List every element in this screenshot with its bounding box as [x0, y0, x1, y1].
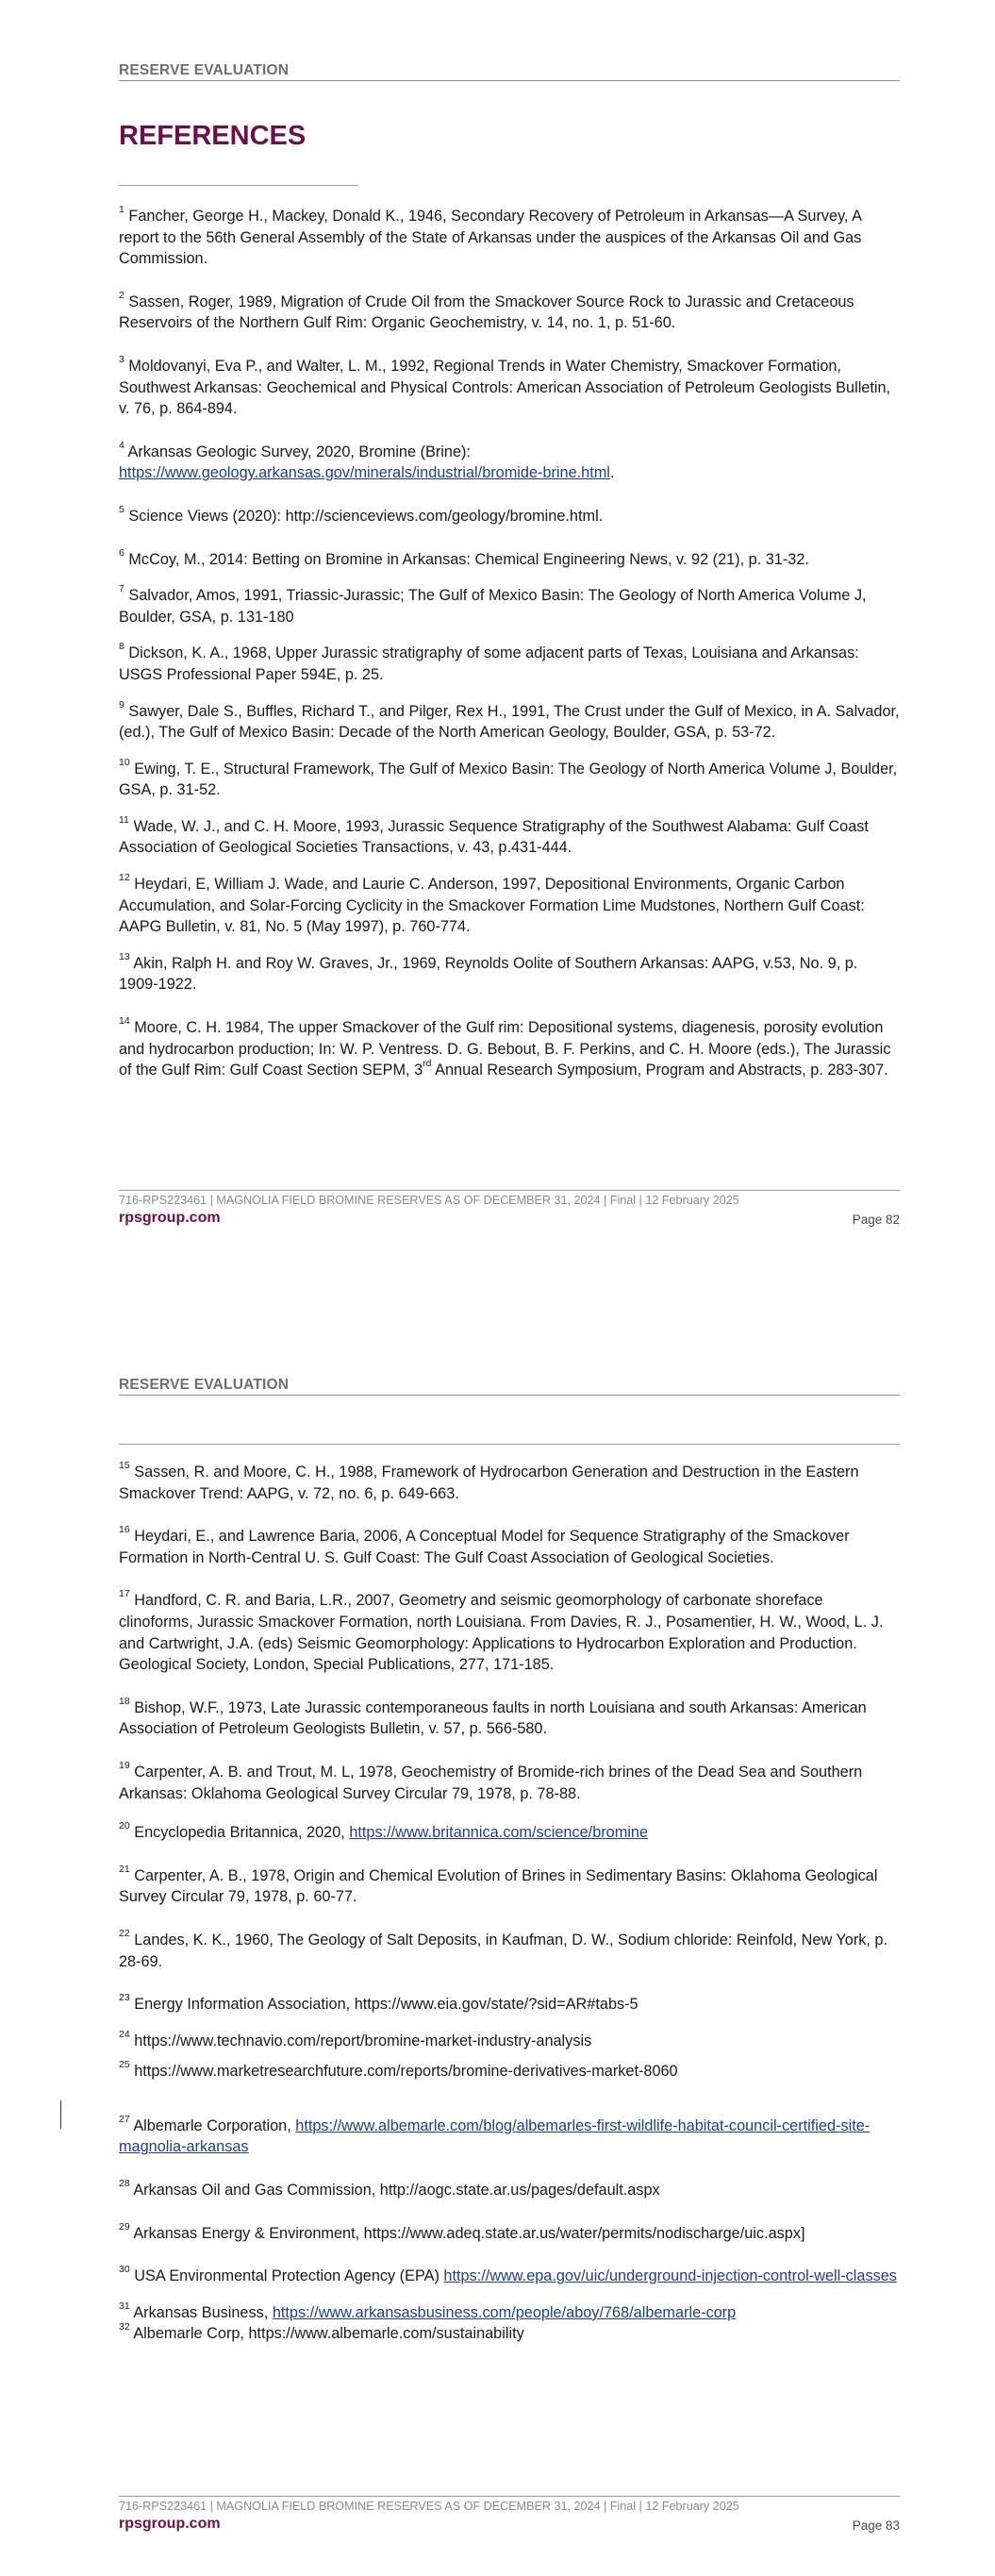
reference-text: Fancher, George H., Mackey, Donald K., 1946, Secondary Recovery of Petroleum in Arkansas—A Survey, A report to the 56th General Assembly of the State of Arkansas under the auspices of the Arkansas Oil and Gas Commission.: [119, 208, 862, 268]
reference-text: Akin, Ralph H. and Roy W. Graves, Jr., 1969, Reynolds Oolite of Southern Arkansas: AAPG, v.53, No. 9, p. 1909-1922.: [119, 954, 858, 994]
reference-entry: [119, 874, 900, 938]
document-page-83: [0, 1288, 995, 2576]
reference-entry: [119, 2180, 900, 2201]
reference-entry: [119, 585, 900, 627]
reference-entry: [119, 1927, 900, 1972]
reference-number: 30: [119, 2264, 130, 2276]
reference-list: [119, 1462, 900, 2360]
reference-text: Arkansas Energy & Environment, https://www.adeq.state.ar.us/water/permits/nodischarge/uic.aspx]: [133, 2224, 805, 2242]
reference-text: Salvador, Amos, 1991, Triassic-Jurassic; The Gulf of Mexico Basin: The Geology of North America Volume J, Boulder, GSA, p. 131-180: [119, 587, 867, 626]
reference-number: 32: [119, 2321, 130, 2333]
reference-entry: [119, 1695, 900, 1740]
reference-entry: [119, 1865, 900, 1908]
reference-number: 3: [119, 353, 124, 365]
reference-text: Moldovanyi, Eva P., and Walter, L. M., 1992, Regional Trends in Water Chemistry, Smackover Formation, Southwest Arkansas: Geochemical and Physical Controls: American Association of Petroleum Geologists Bulletin, v. 76, p. 864-894.: [119, 357, 891, 418]
reference-entry: [119, 546, 900, 571]
reference-text: Heydari, E, William J. Wade, and Laurie C. Anderson, 1997, Depositional Environments, Organic Carbon Accumulation, and Solar-Forcing Cyclicity in the Smackover Formation Lime Mudstones, Northern Gulf Coast: AAPG Bulletin, v. 81, No. 5 (May 1997), p. 760-774.: [119, 876, 865, 936]
reference-number: 13: [119, 950, 130, 962]
reference-text-tail: Annual Research Symposium, Program and Abstracts, p. 283-307.: [431, 1062, 888, 1079]
reference-text: McCoy, M., 2014: Betting on Bromine in Arkansas: Chemical Engineering News, v. 92 (21), p. 31-32.: [128, 550, 809, 568]
reference-number: 27: [119, 2113, 130, 2125]
reference-entry: [119, 2266, 900, 2287]
reference-number: 11: [119, 813, 129, 826]
reference-number: 31: [119, 2300, 130, 2312]
reference-entry: [119, 1526, 900, 1568]
reference-entry: [119, 1462, 900, 1504]
reference-entry: [119, 2028, 900, 2052]
reference-entry: [119, 1590, 900, 1675]
reference-text: Arkansas Business,: [133, 2303, 273, 2321]
reference-number: 9: [119, 698, 124, 711]
reference-text: Albemarle Corporation,: [133, 2116, 296, 2134]
reference-text: Science Views (2020): http://scienceviews.com/geology/bromine.html.: [128, 507, 604, 525]
reference-text: Carpenter, A. B. and Trout, M. L, 1978, Geochemistry of Bromide-rich brines of the Dead Sea and Southern Arkansas: Oklahoma Geological Survey Circular 79, 1978, p. 78-88.: [119, 1763, 863, 1802]
reference-link[interactable]: https://www.albemarle.com/blog/albemarles-first-wildlife-habitat-council-certified-site-magnolia-arkansas: [119, 2116, 871, 2156]
reference-text: https://www.marketresearchfuture.com/reports/bromine-derivatives-market-8060: [134, 2063, 678, 2081]
reference-text: USA Environmental Protection Agency (EPA): [134, 2267, 444, 2285]
reference-text: Dickson, K. A., 1968, Upper Jurassic stratigraphy of some adjacent parts of Texas, Louisiana and Arkansas: USGS Professional Paper 594E, p. 25.: [119, 644, 859, 683]
footer-page-number: Page 82: [852, 1213, 900, 1227]
reference-entry: [119, 698, 900, 744]
reference-text: Sawyer, Dale S., Buffles, Richard T., and Pilger, Rex H., 1991, The Crust under the Gulf of Mexico, in A. Salvador, (ed.), The Gulf of Mexico Basin: Decade of the North American Geology, Boulder, GSA, p. 53-72.: [119, 702, 900, 742]
reference-entry: [119, 1822, 900, 1844]
top-divider: [119, 1444, 900, 1445]
reference-text: Carpenter, A. B., 1978, Origin and Chemical Evolution of Brines in Sedimentary Basins: Oklahoma Geological Survey Circular 79, 1978, p. 60-77.: [119, 1866, 878, 1906]
reference-number: 8: [119, 641, 124, 653]
reference-text: Sassen, Roger, 1989, Migration of Crude Oil from the Smackover Source Rock to Jurassic and Cretaceous Reservoirs of the Northern Gulf Rim: Organic Geochemistry, v. 14, no. 1, p. 51-60.: [119, 293, 854, 332]
reference-entry: [119, 2113, 900, 2158]
reference-entry: [119, 813, 900, 859]
reference-text-tail: .: [609, 464, 615, 482]
reference-number: 21: [119, 1863, 130, 1875]
reference-number: 10: [119, 756, 130, 768]
reference-number: 23: [119, 1992, 130, 2004]
footer-brand-link[interactable]: rpsgroup.com: [119, 2516, 221, 2532]
reference-number: 6: [119, 546, 124, 559]
reference-list: [119, 206, 900, 1081]
reference-text: Handford, C. R. and Baria, L.R., 2007, Geometry and seismic geomorphology of carbonate shoreface clinoforms, Jurassic Smackover Formation, north Louisiana. From Davies, R. J., Posamentier, H. W., Wood, L. J. and Cartwright, J.A. (eds) Seismic Geomorphology: Applications to Hydrocarbon Exploration and Production. Geological Society, London, Special Publications, 277, 171-185.: [119, 1592, 884, 1674]
reference-number: 17: [119, 1588, 130, 1600]
reference-number: 19: [119, 1759, 130, 1771]
reference-entry: [119, 2220, 900, 2245]
reference-number: 4: [119, 439, 124, 451]
footer-divider: [119, 2496, 900, 2497]
reference-entry: [119, 206, 900, 270]
reference-link[interactable]: https://www.arkansasbusiness.com/people/aboy/768/albemarle-corp: [272, 2303, 737, 2321]
text-cursor: [60, 2100, 61, 2129]
reference-number: 15: [119, 1460, 130, 1471]
reference-entry: [119, 1994, 900, 2016]
reference-entry: [119, 643, 900, 685]
reference-entry: [119, 2323, 900, 2345]
reference-number: 28: [119, 2178, 130, 2190]
reference-entry: [119, 2061, 900, 2083]
reference-entry: [119, 439, 900, 484]
reference-text: Moore, C. H. 1984, The upper Smackover of the Gulf rim: Depositional systems, diagenesis, porosity evolution and hydrocarbon production; In: W. P. Ventress. D. G. Bebout, B. F. Perkins, and C. H. Moore (eds.), The Jurassic of the Gulf Rim: Gulf Coast Section SEPM, 3: [119, 1019, 891, 1079]
footer-divider: [119, 1190, 900, 1191]
reference-text: Encyclopedia Britannica, 2020,: [134, 1824, 350, 1842]
reference-number: 2: [119, 289, 124, 301]
reference-text: Heydari, E., and Lawrence Baria, 2006, A Conceptual Model for Sequence Stratigraphy of the Smackover Formation in North-Central U. S. Gulf Coast: The Gulf Coast Association of Geological Societies.: [119, 1528, 850, 1566]
reference-number: 25: [119, 2059, 130, 2071]
reference-link[interactable]: https://www.britannica.com/science/bromine: [349, 1824, 649, 1842]
reference-entry: [119, 1759, 900, 1804]
footer-document-line: 716-RPS223461 | MAGNOLIA FIELD BROMINE RESERVES AS OF DECEMBER 31, 2024 | Final | 12 February 2025: [119, 1194, 739, 1207]
footer-document-line: 716-RPS223461 | MAGNOLIA FIELD BROMINE RESERVES AS OF DECEMBER 31, 2024 | Final | 12 February 2025: [119, 2500, 739, 2513]
reference-number: 14: [119, 1015, 130, 1028]
reference-entry: [119, 289, 900, 334]
reference-number: 29: [119, 2220, 130, 2233]
reference-number: 1: [119, 204, 124, 215]
reference-link[interactable]: https://www.geology.arkansas.gov/minerals/industrial/bromide-brine.html: [119, 464, 610, 482]
reference-entry: [119, 503, 900, 527]
reference-number: 12: [119, 872, 130, 884]
reference-number: 5: [119, 503, 124, 515]
reference-text: Albemarle Corp, https://www.albemarle.com/sustainability: [133, 2325, 524, 2343]
reference-text: Bishop, W.F., 1973, Late Jurassic contemporaneous faults in north Louisiana and south Arkansas: American Association of Petroleum Geologists Bulletin, v. 57, p. 566-580.: [119, 1698, 867, 1738]
reference-number: 18: [119, 1695, 130, 1707]
reference-text: Landes, K. K., 1960, The Geology of Salt Deposits, in Kaufman, D. W., Sodium chloride: Reinfold, New York, p. 28-69.: [119, 1931, 888, 1970]
ordinal-superscript: rd: [423, 1058, 432, 1070]
reference-entry: [119, 2302, 900, 2324]
reference-entry: [119, 950, 900, 995]
footer-brand-link[interactable]: rpsgroup.com: [119, 1210, 221, 1226]
reference-entry: [119, 756, 900, 801]
reference-entry: [119, 353, 900, 420]
footer-page-number: Page 83: [852, 2518, 900, 2533]
reference-number: 16: [119, 1524, 130, 1536]
reference-text: Arkansas Geologic Survey, 2020, Bromine (Brine):: [127, 443, 471, 460]
reference-text: Arkansas Oil and Gas Commission, http://aogc.state.ar.us/pages/default.aspx: [133, 2182, 660, 2200]
reference-link[interactable]: https://www.epa.gov/uic/underground-injection-control-well-classes: [443, 2267, 897, 2285]
reference-text: Sassen, R. and Moore, C. H., 1988, Framework of Hydrocarbon Generation and Destruction in the Eastern Smackover Trend: AAPG, v. 72, no. 6, p. 649-663.: [119, 1464, 859, 1502]
reference-number: 24: [119, 2028, 130, 2040]
reference-number: 7: [119, 583, 124, 595]
reference-text: Ewing, T. E., Structural Framework, The Gulf of Mexico Basin: The Geology of North America Volume J, Boulder, GSA, p. 31-52.: [119, 760, 898, 799]
reference-text: Energy Information Association, https://www.eia.gov/state/?sid=AR#tabs-5: [134, 1996, 638, 2014]
section-title: REFERENCES: [119, 121, 307, 151]
reference-entry: [119, 1017, 900, 1081]
reference-number: 22: [119, 1927, 130, 1939]
reference-text: Wade, W. J., and C. H. Moore, 1993, Jurassic Sequence Stratigraphy of the Southwest Alabama: Gulf Coast Association of Geological Societies Transactions, v. 43, p.431-444.: [119, 817, 869, 857]
reference-number: 20: [119, 1820, 130, 1832]
page-header: RESERVE EVALUATION: [119, 1377, 900, 1396]
page-header: RESERVE EVALUATION: [119, 62, 900, 81]
reference-text: https://www.technavio.com/report/bromine-market-industry-analysis: [134, 2032, 592, 2049]
title-divider: [119, 185, 358, 186]
